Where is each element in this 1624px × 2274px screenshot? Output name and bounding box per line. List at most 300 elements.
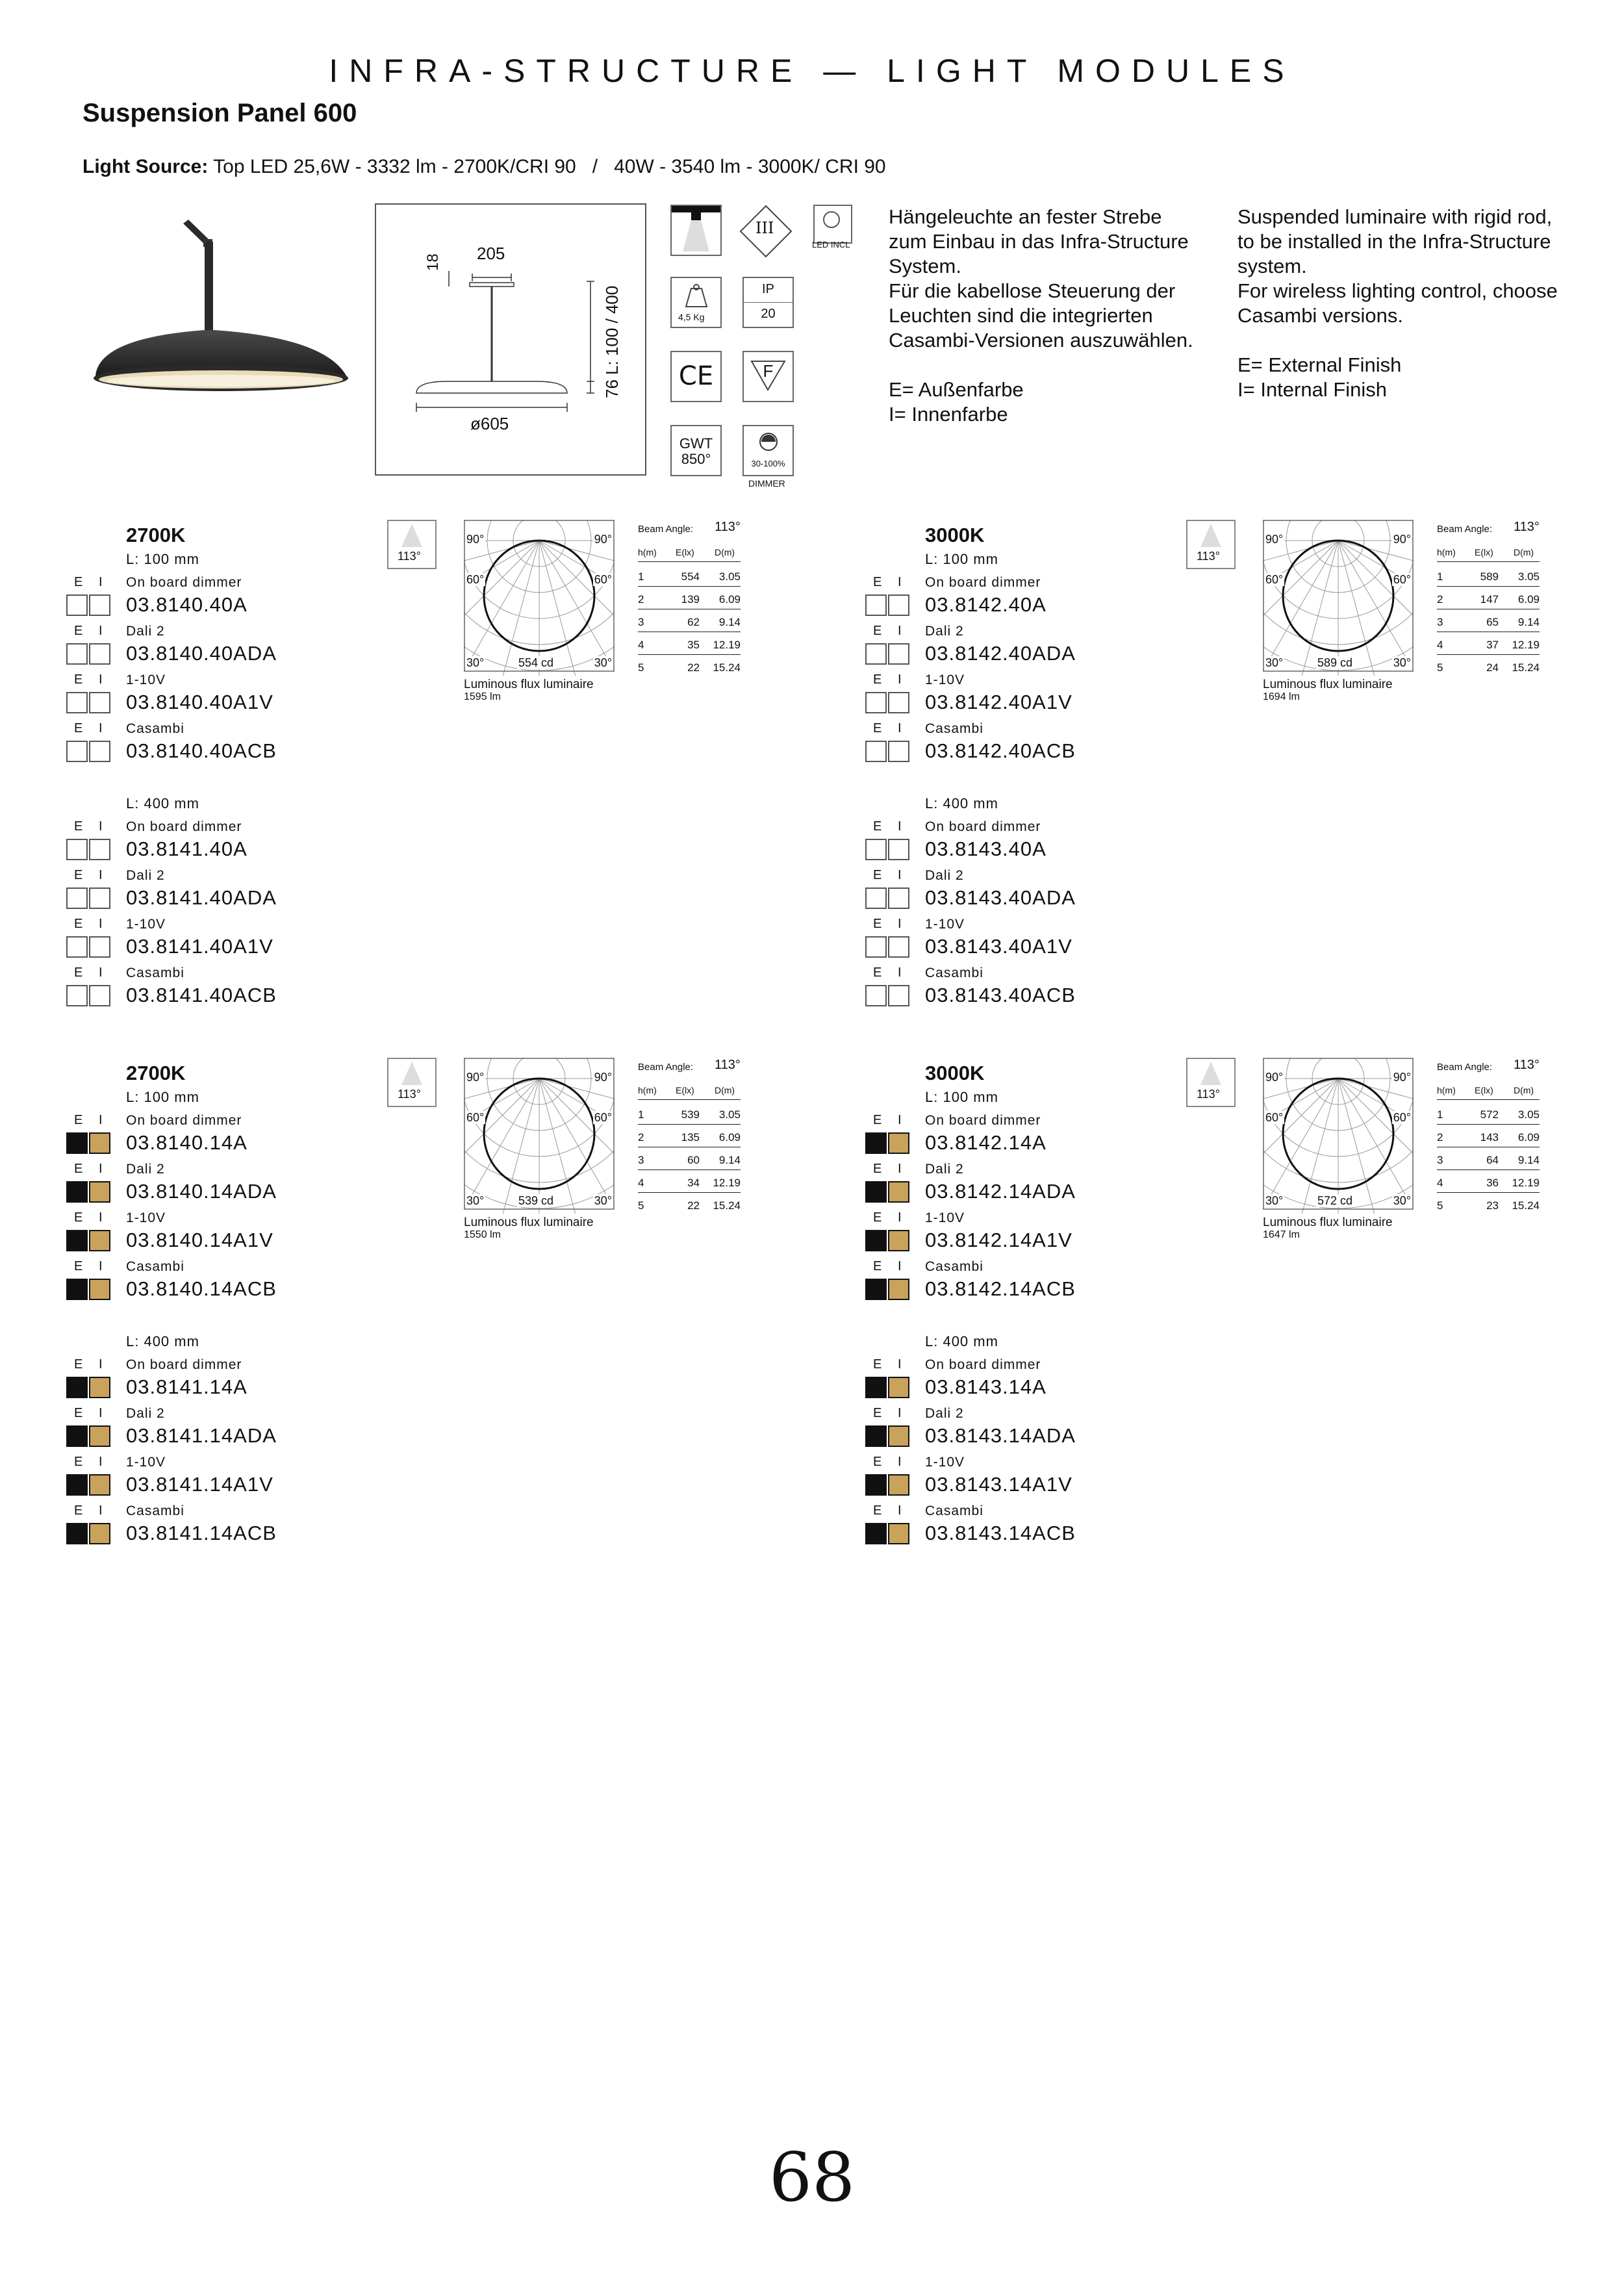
angle-label-60-left: 60° [466,1111,485,1124]
finish-i-label: I [898,819,902,834]
external-finish-swatch [66,1181,88,1203]
row-illuminance: 36 [1486,1177,1499,1189]
driver-label: On board dimmer [126,1113,242,1128]
internal-finish-swatch [89,1132,110,1154]
driver-label: On board dimmer [925,575,1041,590]
row-height: 1 [638,570,644,583]
weight-icon [683,283,709,309]
length-label: L: 100 mm [126,1089,199,1105]
luminous-flux-label: Luminous flux luminaire [1263,678,1393,691]
driver-label: Casambi [925,721,983,736]
article-code[interactable]: 03.8141.40ADA [126,886,277,909]
table-rule [1437,1169,1540,1170]
length-label: L: 100 mm [126,551,199,567]
article-code[interactable]: 03.8142.40ADA [925,642,1076,665]
row-illuminance: 22 [687,661,700,674]
cct-title: 2700K [126,524,186,546]
internal-finish-swatch [888,1377,909,1398]
description-en: Suspended luminaire with rigid rod, to be installed in the Infra-Structure system. For wireless lighting control, choose Casambi versions. E= External Finish I= Internal Finish [1237,205,1558,401]
beam-angle-value: 113° [1197,550,1220,563]
article-code[interactable]: 03.8141.14A1V [126,1473,273,1496]
internal-finish-swatch [89,888,110,909]
table-rule [638,1169,741,1170]
article-code[interactable]: 03.8142.40ACB [925,739,1076,762]
finish-e-label: E [74,672,84,687]
luminous-flux-label: Luminous flux luminaire [464,678,594,691]
row-height: 2 [638,1131,644,1143]
internal-finish-swatch [89,594,110,616]
driver-label: Dali 2 [925,624,964,639]
finish-i-label: I [99,721,103,735]
beam-angle-icon [387,520,437,569]
internal-finish-swatch [888,1230,909,1251]
article-code[interactable]: 03.8141.14A [126,1375,247,1398]
finish-e-label: E [873,819,883,834]
internal-finish-swatch [89,985,110,1006]
angle-label-30-left: 30° [466,656,485,669]
row-diameter: 3.05 [718,1108,741,1121]
description-de: Hängeleuchte an fester Strebe zum Einbau in das Infra-Structure System. Für die kabellose Steuerung der Leuchten sind die integrierten Casambi-Versionen auszuwählen. E= Außenfarbe I= Innenfarbe [889,205,1193,426]
row-height: 3 [638,1154,644,1166]
dimmer-range: 30-100% [751,459,785,468]
dim-plate-thickness: 18 [424,253,442,271]
finish-i-label: I [99,575,103,589]
external-finish-swatch [865,1474,887,1496]
ce-mark-box [670,351,722,402]
table-header-rule [1437,561,1540,562]
beam-angle-label: Beam Angle: [1437,1062,1493,1073]
internal-finish-swatch [89,741,110,762]
angle-label-90-left: 90° [1265,1071,1284,1084]
article-code[interactable]: 03.8140.40ACB [126,739,277,762]
angle-label-60-left: 60° [1265,573,1284,586]
ip-rating-box [742,277,794,328]
row-height: 1 [1437,570,1443,583]
finish-e-label: E [873,965,883,980]
article-code[interactable]: 03.8141.14ADA [126,1424,277,1447]
table-rule [1437,654,1540,655]
luminous-flux-label: Luminous flux luminaire [1263,1216,1393,1229]
row-height: 3 [1437,616,1443,628]
external-finish-swatch [865,936,887,958]
row-illuminance: 572 [1480,1108,1499,1121]
length-label: L: 100 mm [925,551,998,567]
product-title: Suspension Panel 600 [82,99,357,127]
finish-i-label: I [898,868,902,882]
finish-e-label: E [74,868,84,882]
angle-label-30-left: 30° [1265,656,1284,669]
finish-i-label: I [898,721,902,735]
finish-i-label: I [898,1357,902,1372]
internal-finish-swatch [89,1474,110,1496]
finish-i-label: I [99,819,103,834]
row-illuminance: 589 [1480,570,1499,583]
finish-e-label: E [873,868,883,882]
row-diameter: 9.14 [718,616,741,628]
driver-label: 1-10V [925,1455,965,1470]
internal-finish-swatch [888,1181,909,1203]
article-code[interactable]: 03.8143.40A [925,837,1047,860]
peak-intensity: 572 cd [1317,1194,1353,1207]
external-finish-swatch [66,692,88,713]
class-iii-label: III [755,219,774,237]
internal-finish-swatch [888,888,909,909]
row-illuminance: 554 [681,570,700,583]
luminous-flux-value: 1550 lm [464,1229,501,1240]
beam-angle-icon [1186,1058,1236,1107]
beam-cone-icon [1187,521,1234,548]
article-code[interactable]: 03.8140.40A [126,593,247,616]
row-illuminance: 147 [1480,593,1499,606]
article-code[interactable]: 03.8142.40A1V [925,691,1072,713]
row-illuminance: 139 [681,593,700,606]
external-finish-swatch [865,1132,887,1154]
polar-grid [464,520,615,676]
driver-label: Casambi [925,1259,983,1274]
finish-e-label: E [873,1503,883,1518]
col-illuminance: E(lx) [1475,547,1493,557]
driver-label: On board dimmer [925,819,1041,834]
table-rule [1437,1192,1540,1193]
driver-label: Dali 2 [126,1406,165,1421]
product-block [66,520,833,1040]
peak-intensity: 539 cd [518,1194,554,1207]
light-source-label: Light Source: [82,156,209,177]
row-illuminance: 65 [1486,616,1499,628]
angle-label-90-left: 90° [466,1071,485,1084]
row-diameter: 12.19 [1512,639,1540,651]
external-finish-swatch [66,985,88,1006]
finish-i-label: I [99,868,103,882]
article-code[interactable]: 03.8143.40A1V [925,935,1072,958]
row-illuminance: 34 [687,1177,700,1189]
article-code[interactable]: 03.8140.14ACB [126,1277,277,1300]
external-finish-swatch [865,1425,887,1447]
row-height: 4 [1437,639,1443,651]
angle-label-60-right: 60° [594,573,612,586]
external-finish-swatch [66,936,88,958]
internal-finish-swatch [888,1132,909,1154]
finish-i-label: I [898,1210,902,1225]
angle-label-30-right: 30° [1393,1194,1411,1207]
finish-i-label: I [99,624,103,638]
driver-label: Casambi [925,965,983,980]
beam-angle-label: Beam Angle: [638,1062,694,1073]
row-illuminance: 37 [1486,639,1499,651]
row-height: 1 [1437,1108,1443,1121]
row-illuminance: 24 [1486,661,1499,674]
external-finish-swatch [66,1132,88,1154]
finish-i-label: I [898,1503,902,1518]
driver-label: Dali 2 [126,868,165,883]
row-illuminance: 64 [1486,1154,1499,1166]
article-code[interactable]: 03.8141.40A1V [126,935,273,958]
external-finish-swatch [66,1230,88,1251]
table-rule [638,654,741,655]
col-diameter: D(m) [1514,1085,1534,1095]
internal-finish-swatch [888,643,909,665]
external-finish-swatch [865,888,887,909]
external-finish-swatch [66,1425,88,1447]
finish-i-label: I [898,1406,902,1420]
beam-cone-icon [388,1059,435,1086]
internal-finish-swatch [888,839,909,860]
article-code[interactable]: 03.8143.14A1V [925,1473,1072,1496]
internal-finish-swatch [888,594,909,616]
article-code[interactable]: 03.8141.40A [126,837,247,860]
internal-finish-swatch [89,1377,110,1398]
beam-angle-icon [387,1058,437,1107]
angle-label-30-right: 30° [594,656,612,669]
finish-e-label: E [873,672,883,687]
finish-i-label: I [99,917,103,931]
article-code[interactable]: 03.8142.40A [925,593,1047,616]
internal-finish-swatch [89,692,110,713]
finish-e-label: E [74,624,84,638]
beam-angle-value: 113° [1197,1088,1220,1101]
driver-label: On board dimmer [925,1113,1041,1128]
driver-label: Casambi [925,1503,983,1518]
internal-finish-swatch [888,1523,909,1544]
beam-cone-icon [388,521,435,548]
table-rule [638,1192,741,1193]
row-diameter: 6.09 [1517,1131,1540,1143]
product-block [66,1058,833,1578]
external-finish-swatch [66,1523,88,1544]
angle-label-60-right: 60° [594,1111,612,1124]
row-illuminance: 22 [687,1199,700,1212]
beam-angle-label: Beam Angle: [638,524,694,535]
finish-e-label: E [74,1113,84,1127]
finish-e-label: E [74,1357,84,1372]
row-height: 2 [1437,593,1443,606]
finish-e-label: E [74,1503,84,1518]
finish-i-label: I [99,1113,103,1127]
driver-label: Casambi [126,965,184,980]
finish-i-label: I [99,1406,103,1420]
luminous-flux-value: 1595 lm [464,691,501,702]
table-rule [1437,1124,1540,1125]
polar-diagram [1263,520,1414,676]
angle-label-30-right: 30° [1393,656,1411,669]
finish-i-label: I [99,672,103,687]
external-finish-swatch [66,888,88,909]
driver-label: 1-10V [126,1210,166,1225]
internal-finish-swatch [89,1230,110,1251]
internal-finish-swatch [888,1425,909,1447]
driver-label: Dali 2 [925,868,964,883]
finish-e-label: E [873,917,883,931]
col-height: h(m) [638,547,657,557]
table-rule [638,1124,741,1125]
row-diameter: 3.05 [1517,1108,1540,1121]
row-diameter: 3.05 [1517,570,1540,583]
col-diameter: D(m) [1514,547,1534,557]
beam-angle-number: 113° [1514,1058,1540,1072]
dim-suspension-length: L: 100 / 400 [602,285,622,375]
finish-e-label: E [873,575,883,589]
row-diameter: 15.24 [1512,661,1540,674]
length-label: L: 400 mm [126,795,199,811]
finish-i-label: I [898,1259,902,1273]
col-illuminance: E(lx) [1475,1085,1493,1095]
angle-label-30-left: 30° [1265,1194,1284,1207]
article-code[interactable]: 03.8140.40ADA [126,642,277,665]
length-label: L: 400 mm [126,1333,199,1349]
angle-label-30-right: 30° [594,1194,612,1207]
internal-finish-swatch [888,1279,909,1300]
finish-i-label: I [99,1357,103,1372]
article-code[interactable]: 03.8140.40A1V [126,691,273,713]
finish-e-label: E [74,575,84,589]
finish-e-label: E [74,1259,84,1273]
length-label: L: 400 mm [925,1333,998,1349]
table-header-rule [1437,1099,1540,1100]
external-finish-swatch [865,741,887,762]
cct-title: 2700K [126,1062,186,1084]
row-diameter: 12.19 [1512,1177,1540,1189]
angle-label-60-left: 60° [1265,1111,1284,1124]
article-code[interactable]: 03.8141.40ACB [126,984,277,1006]
dim-body-height: 76 [602,379,622,398]
cct-title: 3000K [925,1062,985,1084]
finish-e-label: E [873,721,883,735]
angle-label-90-left: 90° [1265,533,1284,546]
angle-label-60-right: 60° [1393,1111,1411,1124]
beam-cone-icon [1187,1059,1234,1086]
finish-i-label: I [898,965,902,980]
table-header-rule [638,1099,741,1100]
article-code[interactable]: 03.8143.40ADA [925,886,1076,909]
row-diameter: 6.09 [718,1131,741,1143]
external-finish-swatch [865,839,887,860]
finish-e-label: E [873,1113,883,1127]
driver-label: Casambi [126,721,184,736]
row-height: 2 [1437,1131,1443,1143]
finish-e-label: E [74,917,84,931]
col-height: h(m) [1437,547,1456,557]
table-rule [1437,586,1540,587]
driver-label: Casambi [126,1259,184,1274]
row-diameter: 3.05 [718,570,741,583]
internal-finish-swatch [89,936,110,958]
row-diameter: 12.19 [713,1177,741,1189]
angle-label-30-left: 30° [466,1194,485,1207]
length-label: L: 100 mm [925,1089,998,1105]
dimmer-label: DIMMER [748,478,785,489]
external-finish-swatch [865,1279,887,1300]
article-code[interactable]: 03.8140.14A1V [126,1229,273,1251]
finish-e-label: E [873,624,883,638]
row-diameter: 6.09 [718,593,741,606]
driver-label: Dali 2 [925,1162,964,1177]
driver-label: On board dimmer [126,819,242,834]
row-illuminance: 62 [687,616,700,628]
finish-i-label: I [99,1210,103,1225]
article-code[interactable]: 03.8143.14ADA [925,1424,1076,1447]
external-finish-swatch [865,643,887,665]
row-diameter: 15.24 [713,661,741,674]
finish-e-label: E [873,1406,883,1420]
beam-angle-number: 113° [715,520,741,534]
beam-angle-value: 113° [398,1088,421,1101]
finish-i-label: I [99,965,103,980]
article-code[interactable]: 03.8142.14ADA [925,1180,1076,1203]
light-source [82,156,886,178]
driver-label: On board dimmer [925,1357,1041,1372]
col-height: h(m) [1437,1085,1456,1095]
article-code[interactable]: 03.8142.14A [925,1131,1047,1154]
f-mark-label: F [763,361,774,381]
row-diameter: 12.19 [713,639,741,651]
col-diameter: D(m) [715,547,735,557]
finish-i-label: I [99,1259,103,1273]
finish-i-label: I [99,1503,103,1518]
article-code[interactable]: 03.8141.14ACB [126,1522,277,1544]
led-included-label: LED INCL [812,240,850,249]
article-code[interactable]: 03.8142.14A1V [925,1229,1072,1251]
gwt-temp: 850° [681,451,711,467]
finish-i-label: I [99,1455,103,1469]
external-finish-swatch [865,1230,887,1251]
polar-grid [1263,520,1414,676]
article-code[interactable]: 03.8140.14A [126,1131,247,1154]
article-code[interactable]: 03.8143.14ACB [925,1522,1076,1544]
driver-label: 1-10V [925,672,965,687]
article-code[interactable]: 03.8142.14ACB [925,1277,1076,1300]
led-included-icon [813,205,852,244]
table-rule [638,586,741,587]
angle-label-90-right: 90° [594,533,612,546]
dim-diameter: ø605 [470,414,509,433]
article-code[interactable]: 03.8143.14A [925,1375,1047,1398]
external-finish-swatch [865,985,887,1006]
row-height: 3 [638,616,644,628]
ip-value: 20 [761,307,776,321]
driver-label: 1-10V [925,917,965,932]
luminous-flux-value: 1694 lm [1263,691,1300,702]
finish-i-label: I [898,917,902,931]
row-diameter: 15.24 [1512,1199,1540,1212]
internal-finish-swatch [888,1474,909,1496]
ce-mark-icon: CE [678,361,714,391]
f-mark-box [742,351,794,402]
col-illuminance: E(lx) [676,547,694,557]
polar-diagram [464,1058,615,1214]
col-illuminance: E(lx) [676,1085,694,1095]
internal-finish-swatch [888,741,909,762]
dimmer-box [742,425,794,476]
article-code[interactable]: 03.8140.14ADA [126,1180,277,1203]
row-height: 4 [638,1177,644,1189]
driver-label: 1-10V [126,1455,166,1470]
internal-finish-swatch [888,936,909,958]
gwt-box [670,425,722,476]
angle-label-90-right: 90° [1393,1071,1411,1084]
beam-angle-value: 113° [398,550,421,563]
dim-width-top: 205 [477,244,505,263]
finish-e-label: E [873,1357,883,1372]
row-diameter: 6.09 [1517,593,1540,606]
row-height: 4 [1437,1177,1443,1189]
polar-diagram [464,520,615,676]
row-height: 3 [1437,1154,1443,1166]
driver-label: 1-10V [925,1210,965,1225]
driver-label: 1-10V [126,672,166,687]
row-illuminance: 23 [1486,1199,1499,1212]
driver-label: Dali 2 [925,1406,964,1421]
article-code[interactable]: 03.8143.40ACB [925,984,1076,1006]
